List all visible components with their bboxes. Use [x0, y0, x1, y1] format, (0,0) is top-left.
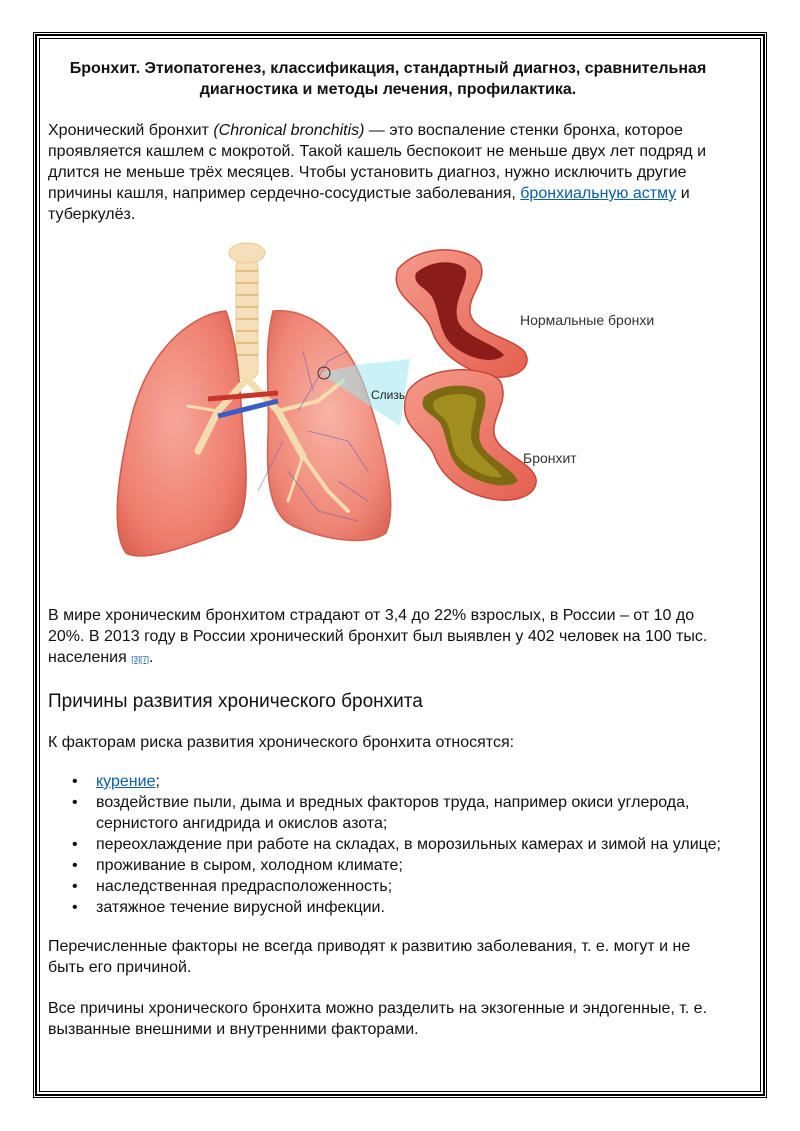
list-item-text: переохлаждение при работе на складах, в морозильных камерах и зимой на улице; — [96, 836, 721, 853]
intro-text-after: и туберкулёз. — [48, 185, 690, 223]
stats-text: В мире хроническим бронхитом страдают от 3,4 до 22% взрослых, в России – от 10 до 20%. В 2013 году в России хронический бронхит был выявлен у 402 человек на 100 тыс. населения — [48, 607, 708, 666]
bullet: • — [72, 857, 78, 874]
intro-text-before: Хронический бронхит — [48, 122, 214, 139]
label-bronchitis: Бронхит — [523, 450, 577, 466]
causes-heading: Причины развития хронического бронхита — [48, 691, 423, 712]
lungs-bronchi-diagram — [48, 241, 728, 591]
list-item-text: воздействие пыли, дыма и вредных факторов труда, например окиси углерода, сернистого ангидрида и окислов азота; — [96, 794, 690, 832]
bullet: • — [72, 794, 78, 811]
list-item — [72, 855, 728, 876]
stats-paragraph — [48, 605, 728, 670]
document-content — [48, 58, 728, 1040]
list-item — [72, 792, 728, 834]
normal-bronchus — [396, 250, 527, 377]
closing-paragraph: Все причины хронического бронхита можно разделить на экзогенные и эндогенные, т. е. вызванные внешними и внутренними факторами. — [48, 1000, 708, 1038]
list-item — [72, 834, 728, 855]
bronchitis-bronchus — [405, 370, 537, 500]
list-item — [72, 876, 728, 897]
bullet: • — [72, 836, 78, 853]
bullet: • — [72, 773, 78, 790]
label-mucus: Слизь — [371, 388, 406, 402]
bullet: • — [72, 878, 78, 895]
reference-links[interactable]: [3][7] — [131, 655, 150, 664]
list-item-text: проживание в сыром, холодном климате; — [96, 857, 403, 874]
intro-latin-term: (Chronical bronchitis) — [213, 122, 365, 139]
risk-factor-list — [48, 771, 728, 918]
intro-text-middle: — это воспаление стенки бронха, которое проявляется кашлем с мокротой. Такой кашель беспокоит не меньше двух лет подряд и длится не меньше трёх месяцев. Чтобы установить диагноз, нужно исключить другие причины кашля, например сердечно-сосудистые заболевания, — [48, 122, 707, 202]
list-item-text: затяжное течение вирусной инфекции. — [96, 899, 385, 916]
asthma-link[interactable]: бронхиальную астму — [520, 185, 677, 202]
intro-paragraph — [48, 120, 728, 225]
list-item-text: наследственная предрасположенность; — [96, 878, 393, 895]
list-item-suffix: ; — [155, 773, 160, 790]
list-item — [72, 897, 728, 918]
bullet: • — [72, 899, 78, 916]
list-item-smoking — [72, 771, 728, 792]
left-lung — [117, 311, 246, 556]
causes-intro: К факторам риска развития хронического бронхита относятся: — [48, 734, 515, 751]
stats-end: . — [149, 649, 154, 666]
note-paragraph: Перечисленные факторы не всегда приводят к развитию заболевания, т. е. могут и не быть его причиной. — [48, 938, 691, 976]
document-title: Бронхит. Этиопатогенез, классификация, стандартный диагноз, сравнительная диагностика и методы лечения, профилактика. — [69, 60, 707, 98]
bronchitis-illustration — [48, 241, 728, 591]
label-normal-bronchi: Нормальные бронхи — [520, 312, 655, 328]
smoking-link[interactable]: курение — [96, 773, 156, 790]
